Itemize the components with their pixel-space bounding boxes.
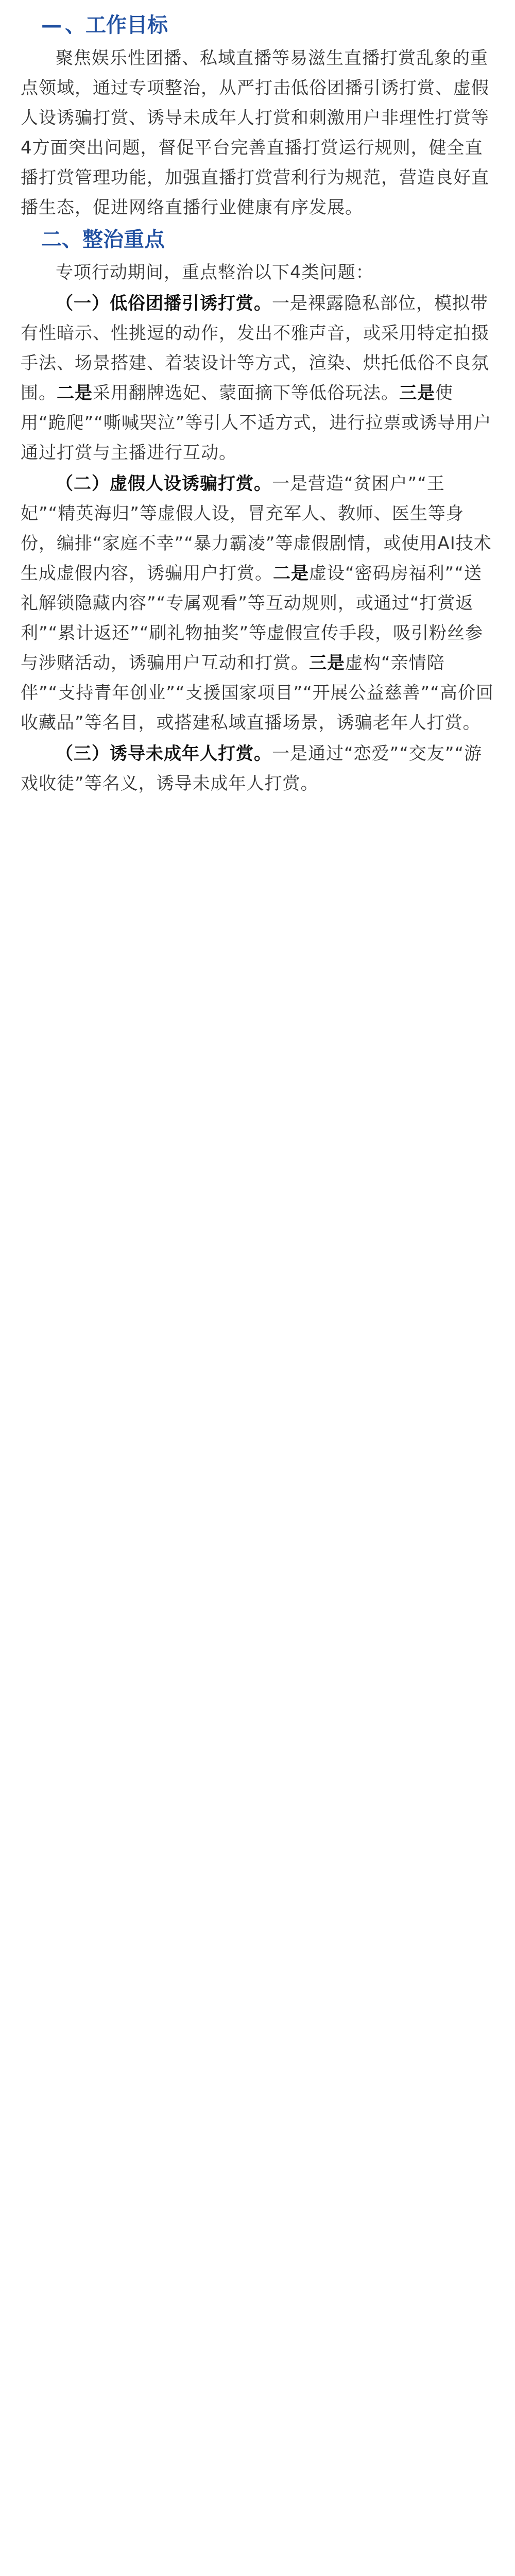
work-goals-paragraph: 聚焦娱乐性团播、私域直播等易滋生直播打赏乱象的重点领域，通过专项整治，从严打击低俗团播引诱打赏、虚假人设诱骗打赏、诱导未成年人打赏和刺激用户非理性打赏等4方面突出问题，督促平台完善直播打赏运行规则，健全直播打赏管理功能，加强直播打赏营利行为规范，营造良好直播生态，促进网络直播行业健康有序发展。 [21,48,489,218]
focus-item-3 [21,739,494,799]
section-heading-rectification-focus [41,224,494,256]
focus-item-2-text-b: 虚设“密码房福利”“送礼解锁隐藏内容”“专属观看”等互动规则，或通过“打赏返利”“累计返还”“刷礼物抽奖”等虚假宣传手段，吸引粉丝参与涉赌活动，诱骗用户互动和打赏。 [21,563,484,673]
focus-item-3-title: （三）诱导未成年人打赏。 [56,743,272,764]
section-heading-work-goals [41,9,494,41]
focus-item-2-ordinal-2: 二是 [273,563,309,584]
focus-item-2-title: （二）虚假人设诱骗打赏。 [56,473,272,494]
heading-text: 、工作目标 [65,13,168,37]
heading-text: 二、整治重点 [41,228,165,251]
focus-item-2 [21,469,494,738]
focus-item-1-title: （一）低俗团播引诱打赏。 [56,293,272,314]
focus-item-1-ordinal-2: 二是 [57,383,93,403]
focus-item-1-ordinal-3: 三是 [399,383,435,403]
focus-item-2-text-c: 虚构“亲情陪伴”“支持青年创业”“支援国家项目”“开展公益慈善”“高价回收藏品”等名目，或搭建私域直播场景，诱骗老年人打赏。 [21,653,494,733]
heading-marker: — [41,13,62,37]
focus-item-1-text-b: 采用翻牌选妃、蒙面摘下等低俗玩法。 [93,383,399,403]
focus-item-1-text-c: 使用“跪爬”“嘶喊哭泣”等引人不适方式，进行拉票或诱导用户通过打赏与主播进行互动。 [21,383,492,463]
focus-item-1 [21,289,494,468]
focus-item-2-text-a: 一是营造“贫困户”“王妃”“精英海归”等虚假人设，冒充军人、教师、医生等身份，编排“家庭不幸”“暴力霸凌”等虚假剧情，或使用AI技术生成虚假内容，诱骗用户打赏。 [21,473,492,584]
focus-item-3-text: 一是通过“恋爱”“交友”“游戏收徒”等名义，诱导未成年人打赏。 [21,743,483,794]
rectification-intro: 专项行动期间，重点整治以下4类问题： [56,262,374,283]
focus-item-1-text-a: 一是裸露隐私部位，模拟带有性暗示、性挑逗的动作，发出不雅声音，或采用特定拍摄手法、场景搭建、着装设计等方式，渲染、烘托低俗不良氛围。 [21,293,489,403]
focus-item-2-ordinal-3: 三是 [309,653,345,673]
